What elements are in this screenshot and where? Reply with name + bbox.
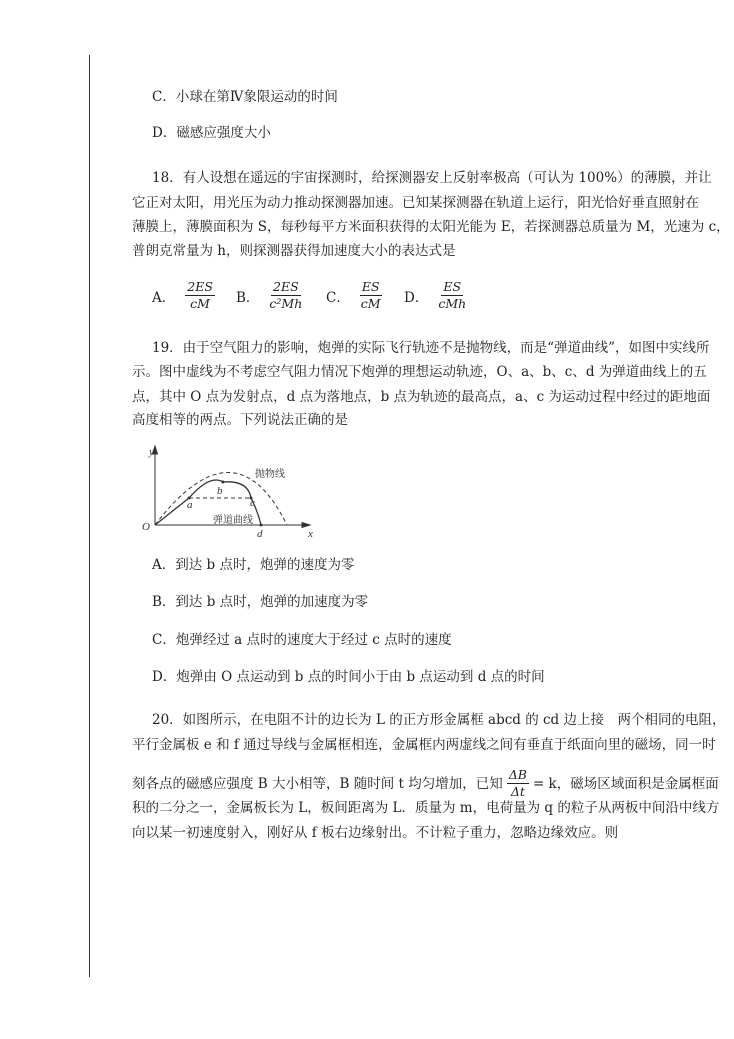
q17-option-c: C．小球在第Ⅳ象限运动的时间 bbox=[152, 89, 338, 105]
q19-line-2: 示。图中虚线为不考虑空气阻力情况下炮弹的理想运动轨迹，O、a、b、c、d 为弹道曲线上的五 bbox=[132, 364, 707, 380]
fraction bbox=[269, 280, 302, 311]
numerator: ES bbox=[443, 279, 462, 294]
q19-line-1: 19．由于空气阻力的影响，炮弹的实际飞行轨迹不是抛物线，而是“弹道曲线”，如图中实线所 bbox=[152, 340, 710, 356]
denominator: Δt bbox=[510, 784, 525, 799]
fraction bbox=[185, 280, 215, 311]
q18-line-1: 18．有人设想在遥远的宇宙探测时，给探测器安上反射率极高（可认为 100%）的薄膜，并让 bbox=[152, 170, 712, 186]
denominator: cM bbox=[360, 296, 381, 311]
label-c: c bbox=[250, 497, 255, 509]
y-label: y bbox=[149, 446, 154, 458]
q18-line-2: 它正对太阳，用光压为动力推动探测器加速。已知某探测器在轨道上运行，阳光恰好垂直照射在 bbox=[132, 195, 699, 211]
fraction bbox=[438, 280, 466, 311]
q19-option-c: C．炮弹经过 a 点时的速度大于经过 c 点时的速度 bbox=[152, 632, 452, 648]
x-label: x bbox=[308, 528, 313, 540]
q20-line-3 bbox=[132, 768, 719, 799]
q20-line-5: 向以某一初速度射入，刚好从 f 板右边缘射出。不计粒子重力，忽略边缘效应。则 bbox=[132, 825, 619, 841]
denominator: cMh bbox=[438, 296, 467, 311]
label-b: b bbox=[217, 485, 223, 497]
denominator: cM bbox=[190, 296, 210, 311]
origin-label: O bbox=[142, 521, 150, 533]
option-label: C． bbox=[326, 289, 350, 306]
q20-line-1: 20．如图所示，在电阻不计的边长为 L 的正方形金属框 abcd 的 cd 边上接 两个相同的电阻， bbox=[152, 712, 726, 728]
delta-b-over-delta-t bbox=[507, 768, 529, 799]
ballistic-label: 弹道曲线 bbox=[213, 515, 253, 526]
q18-line-3: 薄膜上，薄膜面积为 S，每秒每平方米面积获得的太阳光能为 E，若探测器总质量为 M，光速为 c， bbox=[132, 219, 730, 235]
q18-option-d bbox=[404, 280, 470, 311]
trajectory-figure bbox=[140, 440, 340, 540]
numerator: 2ES bbox=[187, 279, 213, 294]
label-d: d bbox=[257, 528, 263, 540]
label-a: a bbox=[187, 499, 193, 511]
point-d bbox=[260, 524, 263, 527]
numerator: ES bbox=[361, 279, 380, 294]
q19-option-a: A．到达 b 点时，炮弹的速度为零 bbox=[152, 557, 355, 573]
q19-option-d: D．炮弹由 O 点运动到 b 点的时间小于由 b 点运动到 d 点的时间 bbox=[152, 669, 545, 685]
option-label: B． bbox=[236, 289, 260, 306]
q19-option-b: B．到达 b 点时，炮弹的加速度为零 bbox=[152, 594, 369, 610]
margin-line bbox=[89, 55, 90, 977]
point-b bbox=[222, 481, 225, 484]
q19-line-3: 点，其中 O 点为发射点，d 点为落地点，b 点为轨迹的最高点，a、c 为运动过程中经过的距地面 bbox=[132, 389, 711, 405]
q18-option-a bbox=[152, 280, 219, 311]
numerator: ΔB bbox=[508, 767, 527, 782]
x-axis-arrow-icon bbox=[302, 523, 310, 528]
q18-option-b bbox=[236, 280, 306, 311]
q19-line-4: 高度相等的两点。下列说法正确的是 bbox=[132, 412, 348, 428]
q18-option-c bbox=[326, 280, 386, 311]
q18-line-4: 普朗克常量为 h，则探测器获得加速度大小的表达式是 bbox=[132, 243, 456, 259]
numerator: 2ES bbox=[273, 279, 299, 294]
q20-line-3-text-end: = k，磁场区域面积是金属框面 bbox=[532, 775, 719, 792]
fraction bbox=[360, 280, 382, 311]
option-label: D． bbox=[404, 289, 429, 306]
q20-line-3-text: 刻各点的磁感应强度 B 大小相等，B 随时间 t 均匀增加，已知 bbox=[132, 775, 503, 792]
q20-line-2: 平行金属板 e 和 f 通过导线与金属框相连，金属框内两虚线之间有垂直于纸面向里的磁场，同一时 bbox=[132, 737, 716, 753]
q17-option-d: D．磁感应强度大小 bbox=[152, 125, 271, 141]
option-label: A． bbox=[152, 289, 176, 306]
denominator: c²Mh bbox=[269, 296, 303, 311]
parabola-label: 抛物线 bbox=[255, 469, 285, 480]
q20-line-4: 积的二分之一，金属板长为 L，板间距离为 L．质量为 m，电荷量为 q 的粒子从两板中间沿中线方 bbox=[132, 800, 720, 816]
